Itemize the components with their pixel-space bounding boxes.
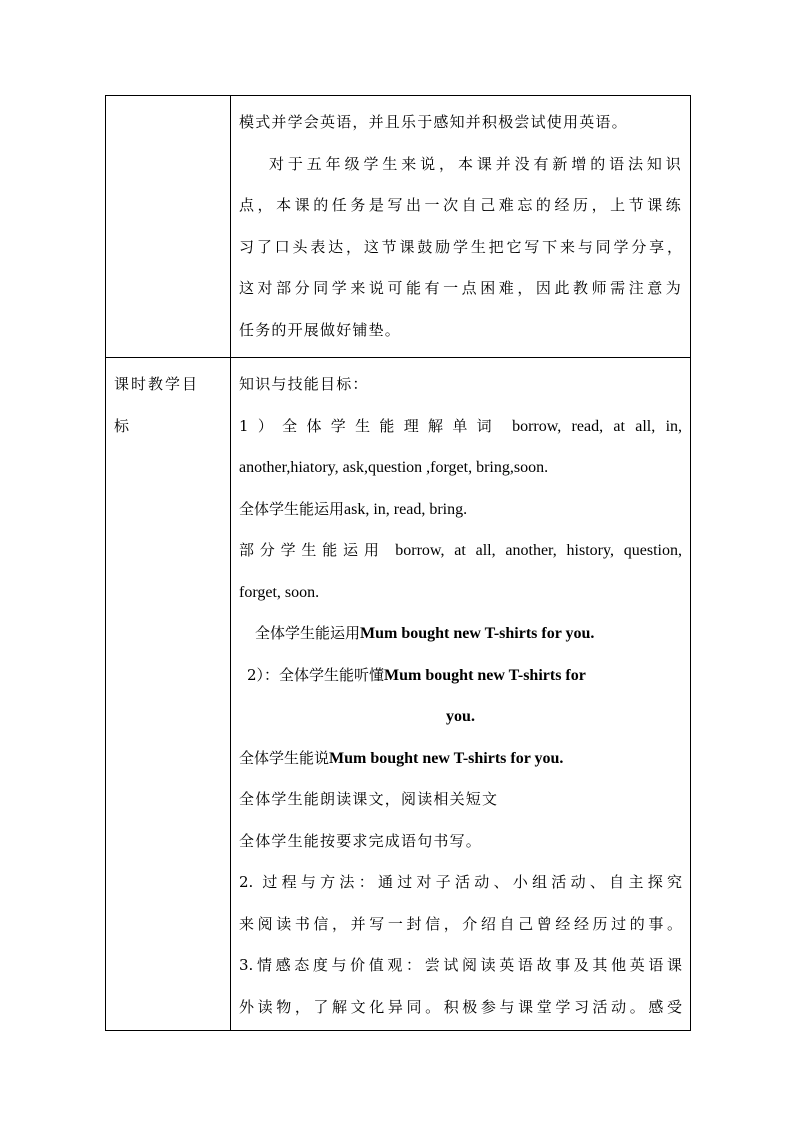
write-line: 全体学生能按要求完成语句书写。 — [239, 831, 483, 850]
analysis-line-4: 习了口头表达，这节课鼓励学生把它写下来与同学分享， — [239, 237, 682, 256]
sentence-use-text: Mum bought new T-shirts for you. — [360, 625, 595, 642]
item1-line — [239, 406, 682, 448]
item2-line — [239, 655, 682, 697]
table-row-objectives — [106, 358, 691, 1031]
process-line-2: 来阅读书信，并写一封信，介绍自己曾经经历过的事。 — [239, 914, 682, 933]
item2-prefix: 2）：全体学生能听懂 — [247, 665, 385, 684]
item1-prefix: 1）全体学生能理解单词 — [239, 416, 501, 435]
use-prefix: 全体学生能运用 — [239, 499, 345, 518]
objectives-content-cell — [231, 358, 691, 1031]
partial-words: borrow, at all, another, history, question, — [395, 542, 682, 559]
item2-sentence-b: you. — [446, 708, 475, 725]
lesson-plan-table — [105, 95, 691, 1031]
item2-sentence-a: Mum bought new T-shirts for — [384, 666, 586, 684]
process-line-1: 2. 过程与方法：通过对子活动、小组活动、自主探究 — [239, 873, 682, 891]
say-prefix: 全体学生能说 — [239, 748, 330, 767]
partial-line — [239, 530, 682, 572]
row1-label-cell — [106, 96, 231, 358]
sentence-use-line — [239, 613, 682, 655]
item1-continuation: another,hiatory, ask,question ,forget, bring,soon. — [239, 459, 549, 476]
use-line — [239, 489, 682, 531]
objectives-label-cell — [106, 358, 231, 1031]
table-row-analysis — [106, 96, 691, 358]
knowledge-title: 知识与技能目标： — [239, 375, 369, 393]
objectives-label-line-1: 课时教学目 — [114, 375, 200, 393]
analysis-line-6: 任务的开展做好铺垫。 — [239, 320, 402, 339]
read-line: 全体学生能朗读课文，阅读相关短文 — [239, 790, 499, 808]
item1-words: borrow, read, at all, in, — [512, 417, 682, 435]
objectives-label-line-2: 标 — [114, 416, 132, 435]
analysis-line-5: 这对部分同学来说可能有一点困难，因此教师需注意为 — [239, 279, 682, 297]
partial-continuation: forget, soon. — [239, 583, 320, 601]
say-line — [239, 738, 682, 780]
emotion-line-1: 3.情感态度与价值观：尝试阅读英语故事及其他英语课 — [239, 956, 682, 974]
analysis-line-2: 对于五年级学生来说，本课并没有新增的语法知识 — [269, 154, 682, 173]
emotion-line-2: 外读物，了解文化异同。积极参与课堂学习活动。感受 — [239, 997, 682, 1016]
row1-content-cell — [231, 96, 691, 358]
partial-prefix: 部分学生能运用 — [239, 541, 385, 559]
say-sentence: Mum bought new T-shirts for you. — [329, 749, 564, 767]
analysis-line-1: 模式并学会英语，并且乐于感知并积极尝试使用英语。 — [239, 113, 628, 131]
sentence-use-prefix: 全体学生能运用 — [255, 624, 361, 642]
use-words: ask, in, read, bring. — [344, 500, 468, 518]
analysis-line-3: 点，本课的任务是写出一次自己难忘的经历，上节课练 — [239, 196, 682, 214]
